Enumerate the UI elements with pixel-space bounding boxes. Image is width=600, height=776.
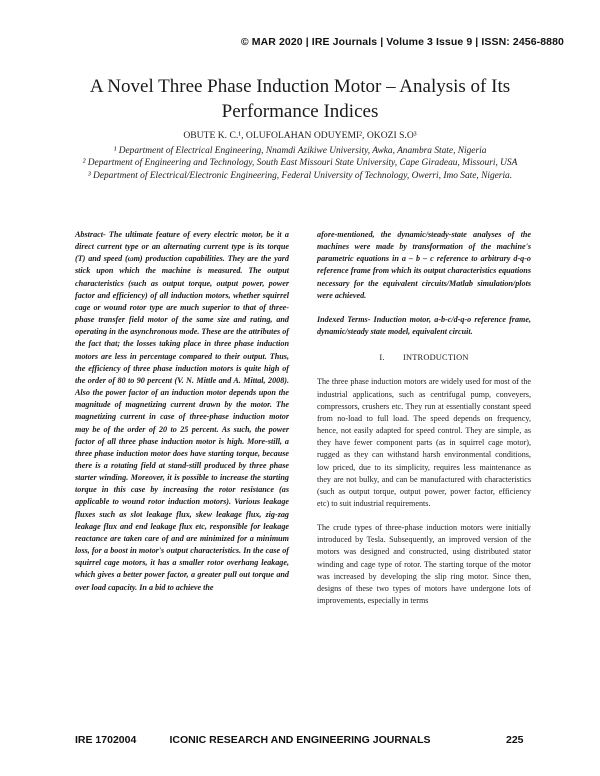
paper-title <box>60 74 540 124</box>
intro-paragraph-2: The crude types of three-phase induction motors were initially introduced by Tesla. Subsequently, an improved version of the motors was designed and constructed, using distributed stator winding and cage type of rotor. The starting torque of the motor was increased by developing the slip ring motor. Since then, designs of these two types of motors have undergone lots of improvements, especially in terms <box>317 523 531 606</box>
abstract-text: Abstract- The ultimate feature of every electric motor, be it a direct current type or an alternating current type is its torque (T) and speed (ωm) production capabilities. They are the yard stick upon which the machine is measured. The output characteristics (such as output torque, output power, power factor and efficiency) of all induction motors, whether squirrel cage or wound rotor type are much superior to that of three-phase transfer field motor of the same size and rating, and operating in the asynchronous mode. These are the attributes of the fact that; the losses taking place in three phase induction motors are less in percentage compared to their output. Thus, the efficiency of three phase induction motors is quite high of the order of 80 to 90 percent (V. N. Mittle and A. Mittal, 2008). Also the power factor of an induction motor depends upon the magnitude of magnetizing current drawn by the motor. The magnetizing current in case of three-phase induction motor may be of the order of 20 to 25 percent. As such, the power factor of all three phase induction motor is high. More-still, a three phase induction motor does have starting torque, because there is a rotating field at stand-still produced by three phase starter winding. Moreover, it is possible to increase the starting torque in this case by increasing the rotor resistance (as applicable to wound rotor induction motors). Various leakage fluxes such as slot leakage flux, skew leakage flux, zig-zag leakage flux and end leakage flux etc, responsible for leakage reactance are taken care of and are minimized for a minimum loss, for a boost in motor's output characteristics. In the case of squirrel cage motors, it has a smaller rotor overhang leakage, which gives a better power factor, a greater pull out torque and over load capacity. In a bid to achieve the <box>75 230 289 592</box>
affiliations <box>70 145 530 182</box>
abstract-continuation: afore-mentioned, the dynamic/steady-state analyses of the machines were made by transformation of the machine's parametric equations in a – b – c reference to arbitrary d-q-o reference frame from which its output characteristics equations necessary for the equivalent circuits/Matlab simulation/plots were achieved. <box>317 230 531 300</box>
left-column <box>75 229 289 594</box>
affiliation-1: ¹ Department of Electrical Engineering, Nnamdi Azikiwe University, Awka, Anambra State, Nigeria <box>113 146 487 156</box>
author-list: OBUTE K. C.¹, OLUFOLAHAN ODUYEMI², OKOZI S.O³ <box>183 130 417 141</box>
index-terms: Indexed Terms- Induction motor, a-b-c/d-q-o reference frame, dynamic/steady state model, equivalent circuit. <box>317 314 531 337</box>
intro-paragraph-1: The three phase induction motors are widely used for most of the industrial applications, such as centrifugal pump, conveyers, compressors, crushers etc. They run at essentially constant speed from no-load to full load. The speed depends on frequency, hence, not easily adapted for speed control. They are simple, as they have fewer component parts (as in squirrel cage motor), rugged as they can withstand harsh environmental conditions, low priced, due to its simplicity, requires less maintenance as they are not bulky, and can be manufactured with characteristics (such as output torque, output power, power factor, efficiency etc) to suit industrial requirements. <box>317 377 531 508</box>
affiliation-2: ² Department of Engineering and Technology, South East Missouri State University, Cape Giradeau, Missouri, USA <box>82 158 518 169</box>
section-heading-introduction: I. INTRODUCTION <box>379 353 469 363</box>
affiliation-3: ³ Department of Electrical/Electronic Engineering, Federal University of Technology, Owerri, Imo Sate, Nigeria. <box>87 170 513 181</box>
page-number: 225 <box>506 734 524 746</box>
title-line-2: Performance Indices <box>221 101 379 122</box>
footer-paper-id: IRE 1702004 <box>75 734 137 746</box>
journal-header: © MAR 2020 | IRE Journals | Volume 3 Issue 9 | ISSN: 2456-8880 <box>240 36 564 48</box>
footer-journal-name: ICONIC RESEARCH AND ENGINEERING JOURNALS <box>169 734 431 746</box>
title-line-1: A Novel Three Phase Induction Motor – Analysis of Its <box>89 76 511 97</box>
right-column <box>317 229 531 619</box>
